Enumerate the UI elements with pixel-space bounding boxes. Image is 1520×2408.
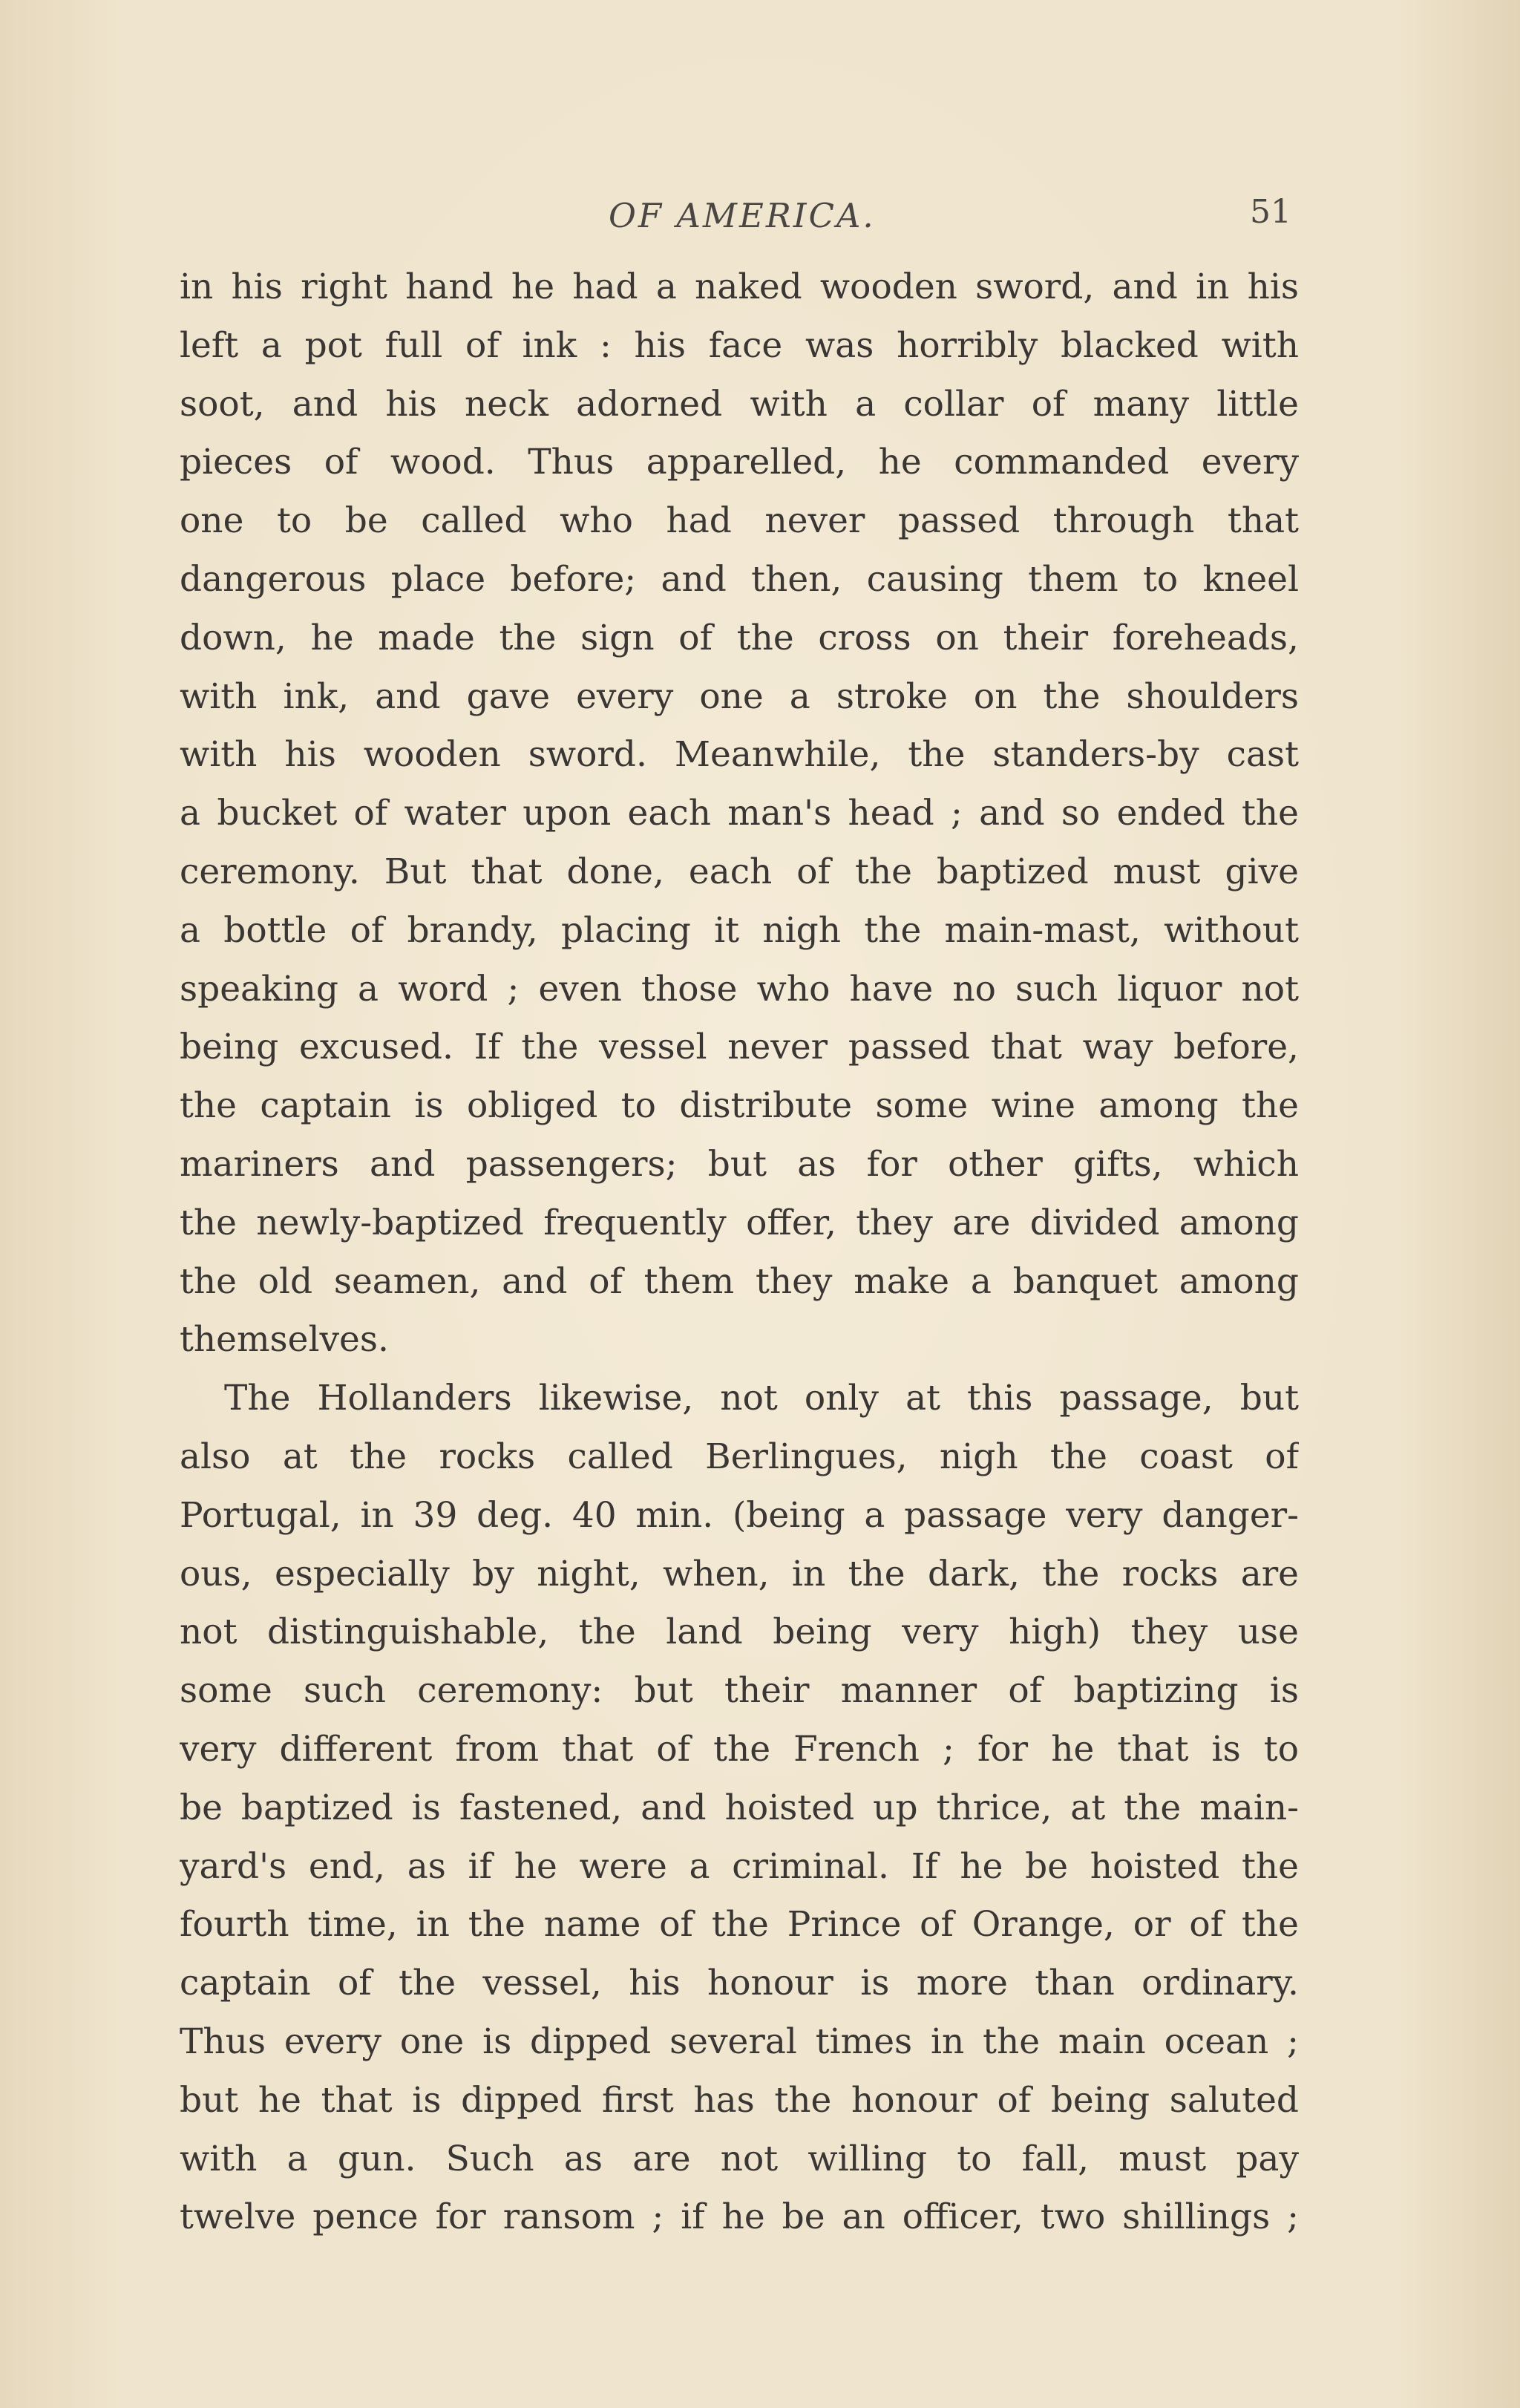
text-line: yard's end, as if he were a criminal. If he be hoisted the xyxy=(180,1845,1299,1887)
text-line: ous, especially by night, when, in the dark, the rocks are xyxy=(180,1553,1299,1594)
page-header xyxy=(178,187,1291,246)
paragraph-end-line: themselves. xyxy=(180,1319,389,1361)
text-line: the newly-baptized frequently offer, they are divided among xyxy=(180,1202,1299,1243)
text-line: a bottle of brandy, placing it nigh the main-mast, without xyxy=(180,909,1299,951)
text-line: speaking a word ; even those who have no such liquor not xyxy=(180,968,1299,1010)
text-line: captain of the vessel, his honour is more than ordinary. xyxy=(180,1963,1299,2004)
text-line: one to be called who had never passed through that xyxy=(180,500,1299,542)
text-line: a bucket of water upon each man's head ; and so ended the xyxy=(180,793,1299,834)
text-line: mariners and passengers; but as for other gifts, which xyxy=(180,1143,1299,1185)
text-line: dangerous place before; and then, causing them to kneel xyxy=(180,558,1299,600)
text-line: down, he made the sign of the cross on their foreheads, xyxy=(180,617,1299,658)
running-title: OF AMERICA. xyxy=(609,196,876,235)
text-line: with his wooden sword. Meanwhile, the standers-by cast xyxy=(180,734,1299,776)
page-number: 51 xyxy=(1250,193,1291,231)
text-line: fourth time, in the name of the Prince of Orange, or of the xyxy=(180,1904,1299,1946)
text-line: with a gun. Such as are not willing to fall, must pay xyxy=(180,2138,1299,2179)
text-line: be baptized is fastened, and hoisted up thrice, at the main- xyxy=(180,1787,1299,1828)
text-line: but he that is dipped first has the honour of being saluted xyxy=(180,2079,1299,2121)
text-line: the captain is obliged to distribute some wine among the xyxy=(180,1085,1299,1127)
text-line: with ink, and gave every one a stroke on the shoulders xyxy=(180,675,1299,717)
text-line: in his right hand he had a naked wooden sword, and in his xyxy=(180,266,1299,307)
text-line: Portugal, in 39 deg. 40 min. (being a passage very danger- xyxy=(180,1494,1299,1536)
text-line: pieces of wood. Thus apparelled, he commanded every xyxy=(180,442,1299,483)
text-line: left a pot full of ink : his face was horribly blacked with xyxy=(180,324,1299,366)
text-line: the old seamen, and of them they make a banquet among xyxy=(180,1260,1299,1302)
text-line: being excused. If the vessel never passed that way before, xyxy=(180,1027,1299,1068)
text-line: also at the rocks called Berlingues, nigh the coast of xyxy=(180,1436,1299,1477)
text-line: soot, and his neck adorned with a collar of many little xyxy=(180,383,1299,425)
text-line: not distinguishable, the land being very high) they use xyxy=(180,1612,1299,1653)
text-line: some such ceremony: but their manner of baptizing is xyxy=(180,1670,1299,1712)
paragraph-first-line: The Hollanders likewise, not only at this passage, but xyxy=(224,1378,1299,1419)
text-line: Thus every one is dipped several times in the main ocean ; xyxy=(180,2021,1299,2062)
text-line: very different from that of the French ; for he that is to xyxy=(180,1728,1299,1770)
text-line: twelve pence for ransom ; if he be an officer, two shillings ; xyxy=(180,2196,1299,2238)
text-line: ceremony. But that done, each of the baptized must give xyxy=(180,851,1299,892)
body-text xyxy=(180,258,1299,2247)
